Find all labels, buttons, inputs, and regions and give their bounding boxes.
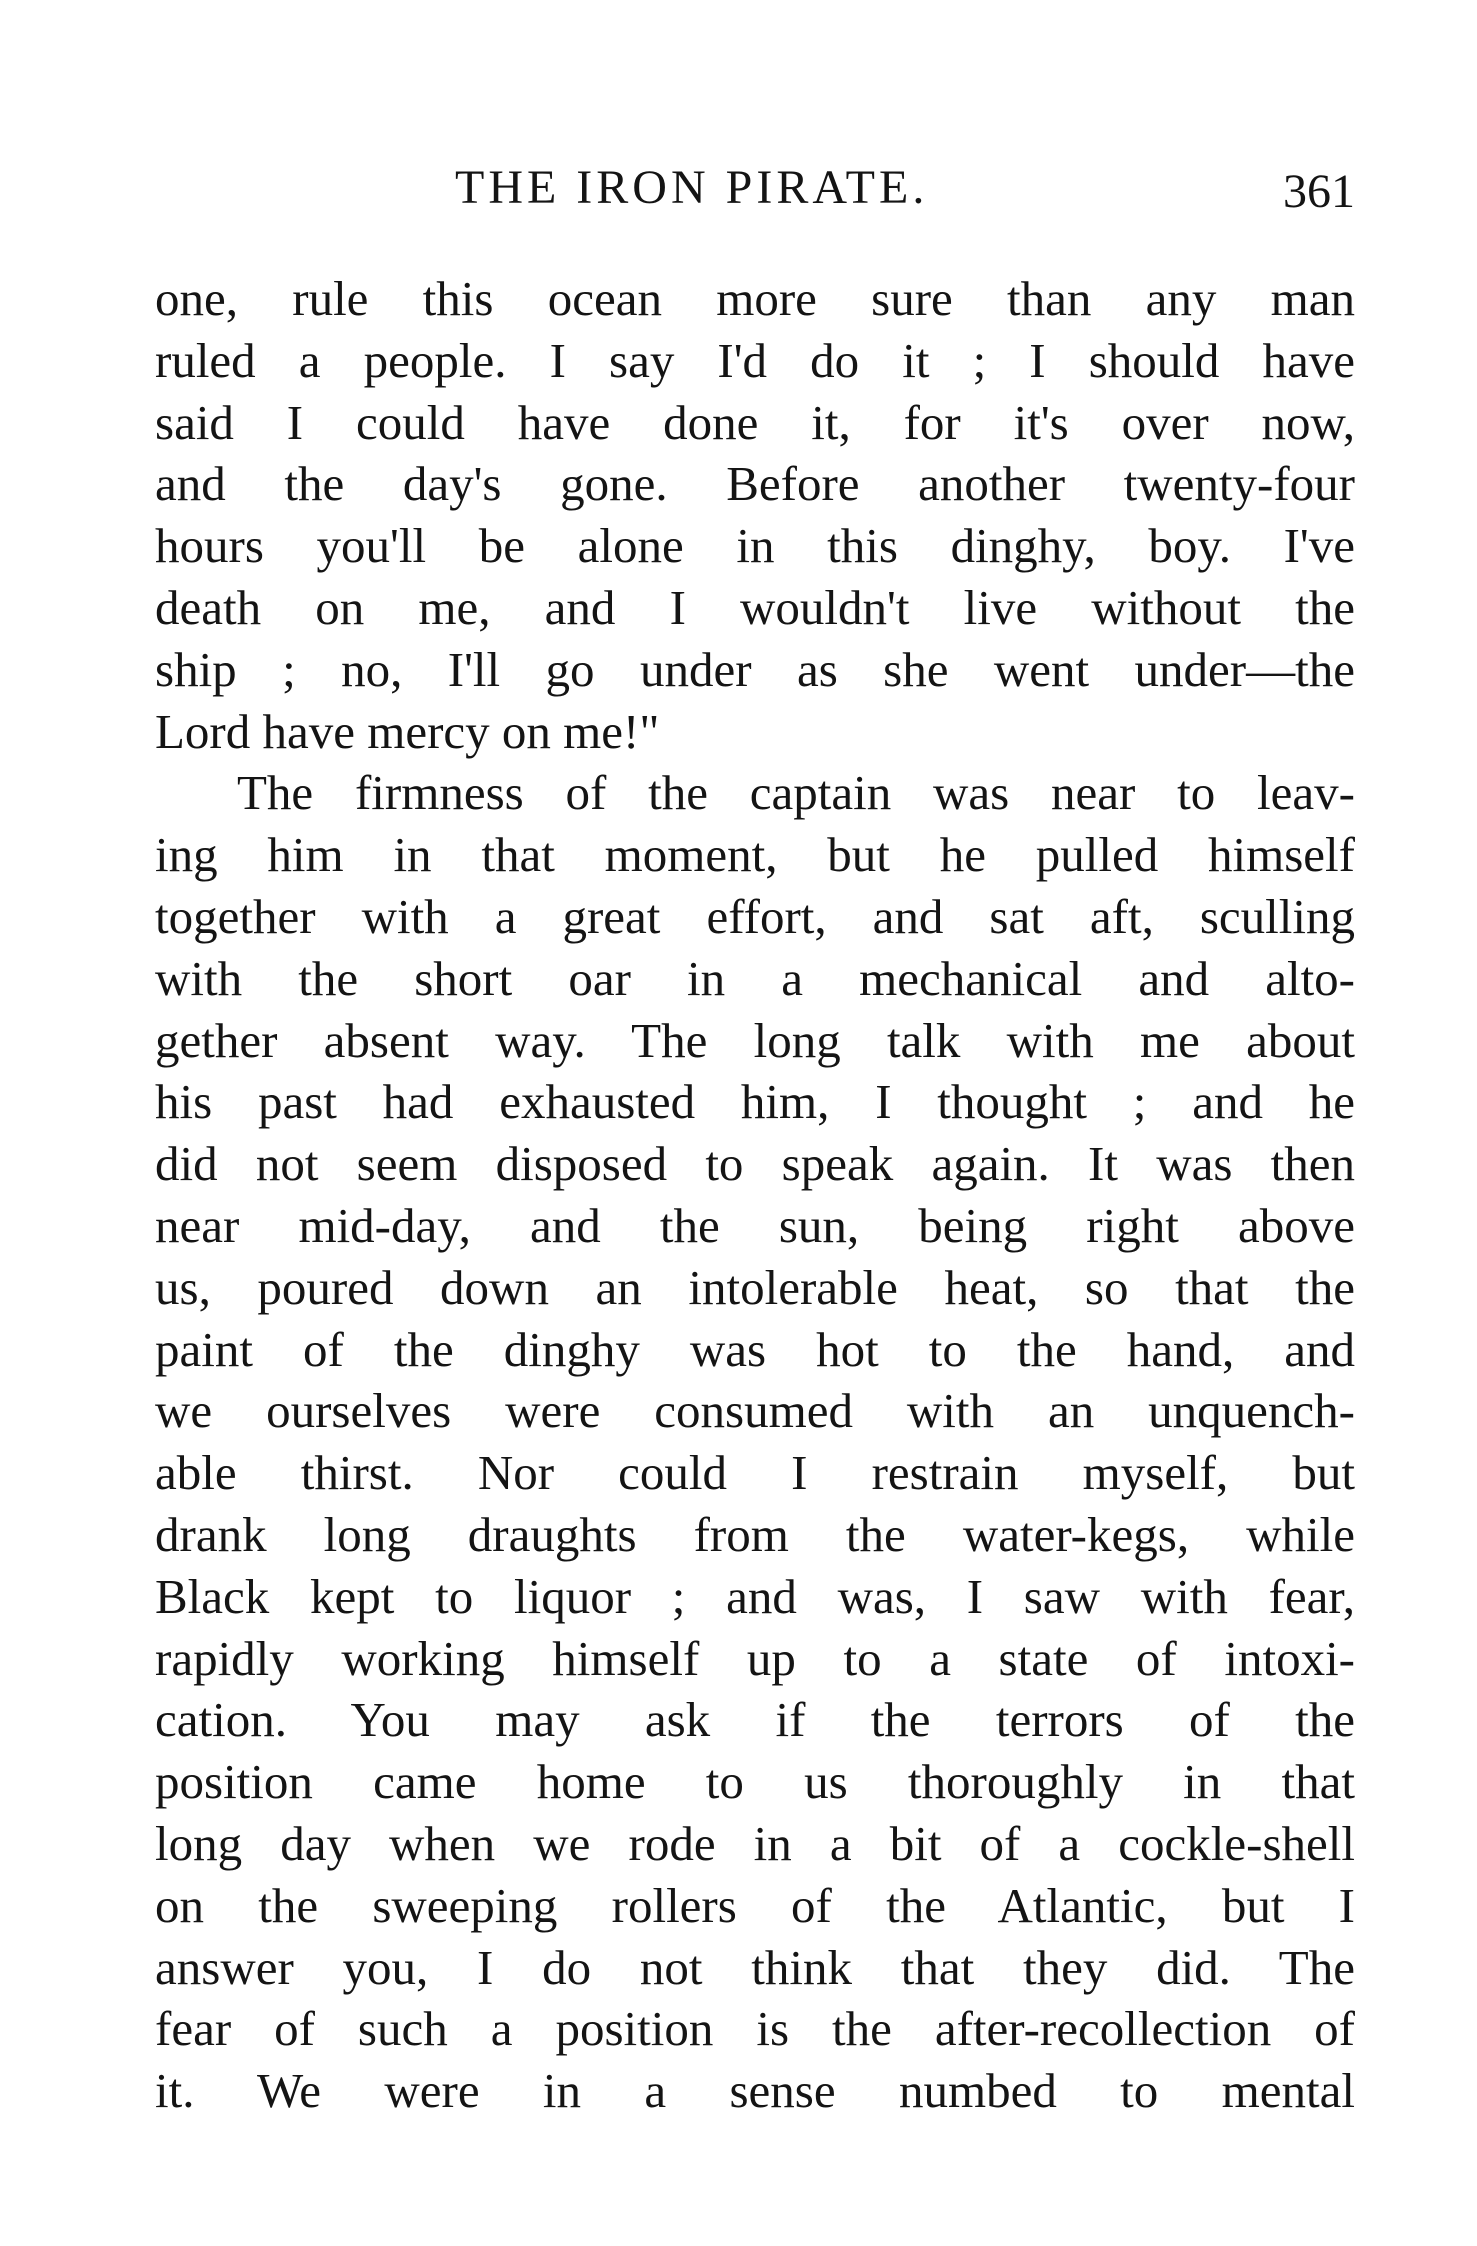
text-line: gether absent way. The long talk with me about: [155, 1012, 1355, 1068]
paragraph-first-line: The firmness of the captain was near to leav-: [237, 765, 1355, 821]
text-line: us, poured down an intolerable heat, so that the: [155, 1259, 1355, 1315]
text-line: rapidly working himself up to a state of intoxi-: [155, 1630, 1355, 1686]
text-line: drank long draughts from the water-kegs, while: [155, 1506, 1355, 1562]
text-line: on the sweeping rollers of the Atlantic, but I: [155, 1877, 1355, 1933]
text-line: able thirst. Nor could I restrain myself, but: [155, 1445, 1355, 1501]
text-line: near mid-day, and the sun, being right above: [155, 1197, 1355, 1253]
text-line: said I could have done it, for it's over now,: [155, 394, 1355, 450]
text-line: we ourselves were consumed with an unquench-: [155, 1383, 1355, 1439]
running-head: [155, 158, 1355, 218]
body-text: [155, 268, 1355, 2122]
text-line: it. We were in a sense numbed to mental: [155, 2063, 1355, 2119]
text-line: hours you'll be alone in this dinghy, boy. I've: [155, 518, 1355, 574]
text-line: cation. You may ask if the terrors of the: [155, 1692, 1355, 1748]
text-line: paint of the dinghy was hot to the hand, and: [155, 1321, 1355, 1377]
text-line: his past had exhausted him, I thought ; and he: [155, 1074, 1355, 1130]
text-line: Black kept to liquor ; and was, I saw with fear,: [155, 1568, 1355, 1624]
text-line: answer you, I do not think that they did. The: [155, 1939, 1355, 1995]
text-line: death on me, and I wouldn't live without the: [155, 579, 1355, 635]
text-line: fear of such a position is the after-recollection of: [155, 2001, 1355, 2057]
page-number: 361: [1283, 165, 1355, 218]
text-line: ship ; no, I'll go under as she went under—the: [155, 641, 1355, 697]
text-line: did not seem disposed to speak again. It was then: [155, 1136, 1355, 1192]
text-line: ing him in that moment, but he pulled himself: [155, 827, 1355, 883]
text-line: together with a great effort, and sat aft, sculling: [155, 888, 1355, 944]
text-line: ruled a people. I say I'd do it ; I should have: [155, 332, 1355, 388]
text-line: and the day's gone. Before another twenty-four: [155, 456, 1355, 512]
running-title: THE IRON PIRATE.: [455, 161, 929, 214]
text-line: long day when we rode in a bit of a cockle-shell: [155, 1815, 1355, 1871]
text-line: position came home to us thoroughly in that: [155, 1754, 1355, 1810]
text-line: with the short oar in a mechanical and alto-: [155, 950, 1355, 1006]
text-line: one, rule this ocean more sure than any man: [155, 271, 1355, 326]
text-line: Lord have mercy on me!": [155, 703, 660, 759]
